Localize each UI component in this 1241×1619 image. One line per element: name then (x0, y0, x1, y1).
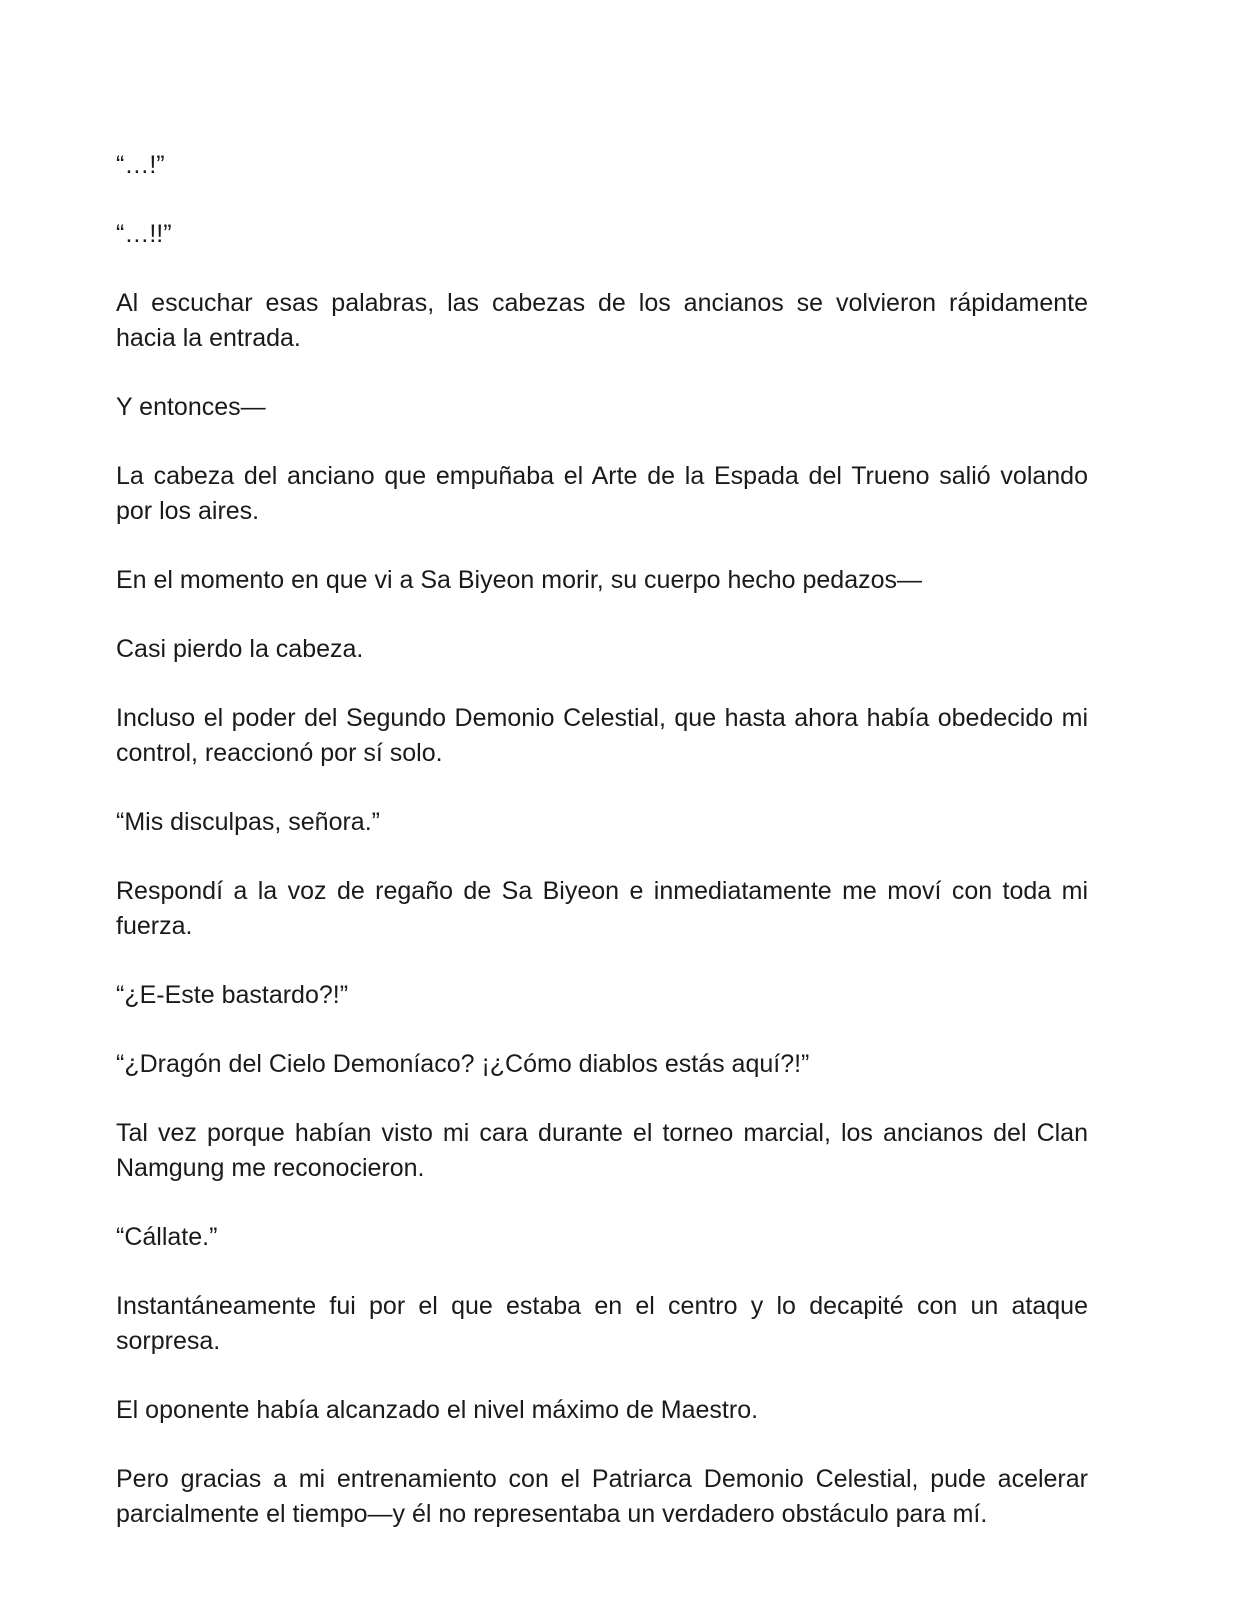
paragraph-and-then: Y entonces— (116, 393, 266, 421)
paragraph-sa-biyeon-death: En el momento en que vi a Sa Biyeon morir, su cuerpo hecho pedazos— (116, 566, 923, 594)
paragraph-bastard: “¿E-Este bastardo?!” (116, 981, 349, 1009)
paragraph-second-demon-power: Incluso el poder del Segundo Demonio Celestial, que hasta ahora había obedecido mi control, reaccionó por sí solo. (116, 704, 1088, 767)
paragraph-elders-turn: Al escuchar esas palabras, las cabezas de los ancianos se volvieron rápidamente hacia la entrada. (116, 289, 1088, 352)
paragraph-exclaim-1: “…!” (116, 151, 165, 179)
paragraph-shut-up: “Cállate.” (116, 1223, 218, 1251)
paragraph-head-flies: La cabeza del anciano que empuñaba el Arte de la Espada del Trueno salió volando por los aires. (116, 462, 1088, 525)
paragraph-accelerate-time: Pero gracias a mi entrenamiento con el Patriarca Demonio Celestial, pude acelerar parcialmente el tiempo—y él no representaba un verdadero obstáculo para mí. (116, 1465, 1088, 1528)
paragraph-master-level: El oponente había alcanzado el nivel máximo de Maestro. (116, 1396, 759, 1424)
paragraph-exclaim-2: “…!!” (116, 220, 172, 248)
paragraph-recognized: Tal vez porque habían visto mi cara durante el torneo marcial, los ancianos del Clan Namgung me reconocieron. (116, 1119, 1088, 1182)
paragraph-decapitated: Instantáneamente fui por el que estaba en el centro y lo decapité con un ataque sorpresa. (116, 1292, 1088, 1355)
paragraph-moved-with-force: Respondí a la voz de regaño de Sa Biyeon e inmediatamente me moví con toda mi fuerza. (116, 877, 1088, 940)
paragraph-lose-head: Casi pierdo la cabeza. (116, 635, 364, 663)
paragraph-apology: “Mis disculpas, señora.” (116, 808, 380, 836)
paragraph-demonic-dragon: “¿Dragón del Cielo Demoníaco? ¡¿Cómo diablos estás aquí?!” (116, 1050, 810, 1078)
document-page (116, 148, 1088, 1566)
